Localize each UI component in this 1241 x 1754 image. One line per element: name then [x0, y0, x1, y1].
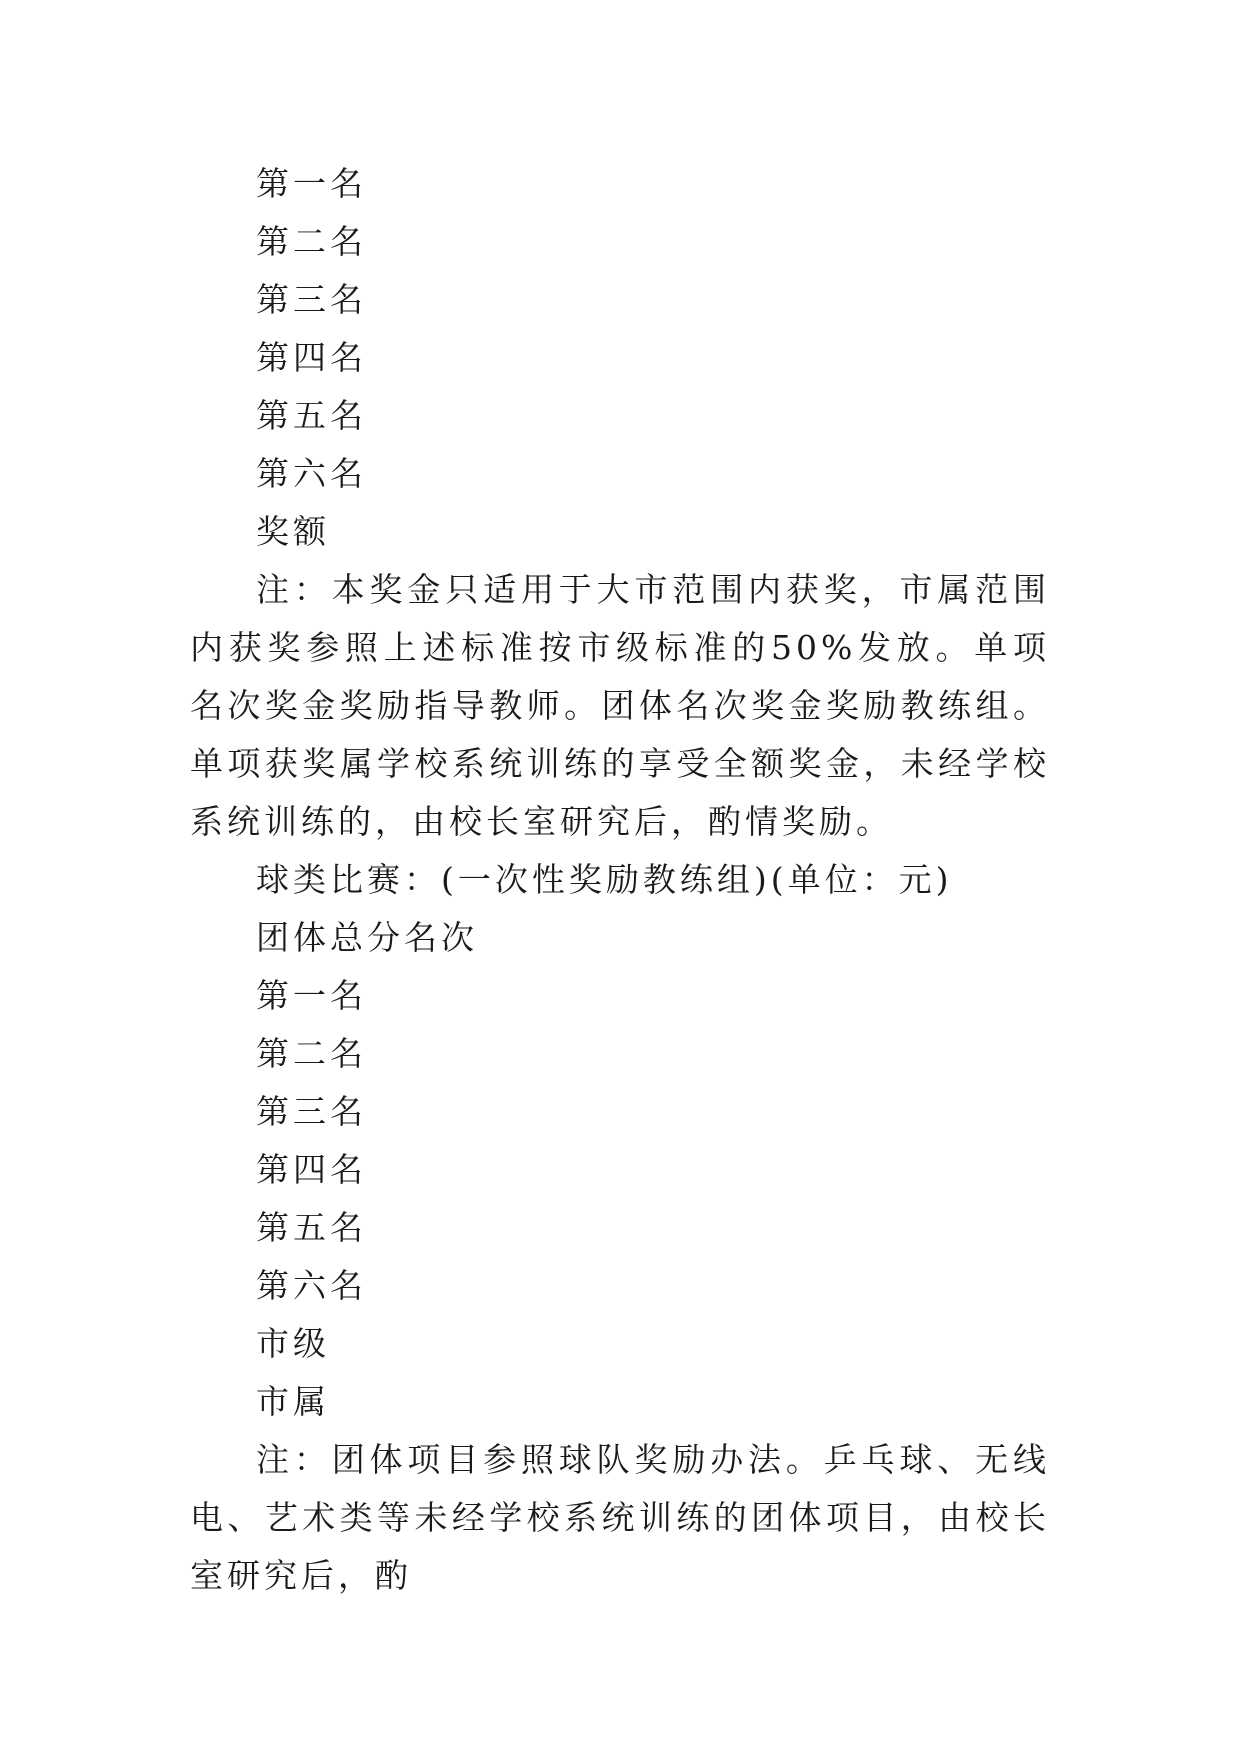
rank-item: 第三名	[256, 280, 367, 319]
rank-item: 第二名	[256, 222, 367, 261]
note-paragraph: 注：本奖金只适用于大市范围内获奖，市属范围内获奖参照上述标准按市级标准的50%发放。单项名次奖金奖励指导教师。团体名次奖金奖励教练组。单项获奖属学校系统训练的享受全额奖金，未经学校系统训练的，由校长室研究后，酌情奖励。	[190, 570, 1050, 841]
rank-item: 第六名	[256, 1266, 367, 1305]
note-paragraph: 注：团体项目参照球队奖励办法。乒乓球、无线电、艺术类等未经学校系统训练的团体项目，由校长室研究后，酌	[190, 1440, 1050, 1595]
rank-item: 第一名	[256, 164, 367, 203]
section-heading: 球类比赛：(一次性奖励教练组)(单位：元)	[256, 860, 953, 899]
rank-item: 第四名	[256, 1150, 367, 1189]
rank-item: 第六名	[256, 454, 367, 493]
amount-label: 奖额	[256, 512, 330, 551]
table-header-label: 团体总分名次	[256, 918, 478, 957]
rank-item: 第四名	[256, 338, 367, 377]
rank-item: 第三名	[256, 1092, 367, 1131]
rank-item: 第五名	[256, 396, 367, 435]
level-item: 市级	[256, 1324, 330, 1363]
level-item: 市属	[256, 1382, 330, 1421]
rank-item: 第五名	[256, 1208, 367, 1247]
document-body	[190, 155, 1050, 1605]
rank-item: 第二名	[256, 1034, 367, 1073]
rank-item: 第一名	[256, 976, 367, 1015]
